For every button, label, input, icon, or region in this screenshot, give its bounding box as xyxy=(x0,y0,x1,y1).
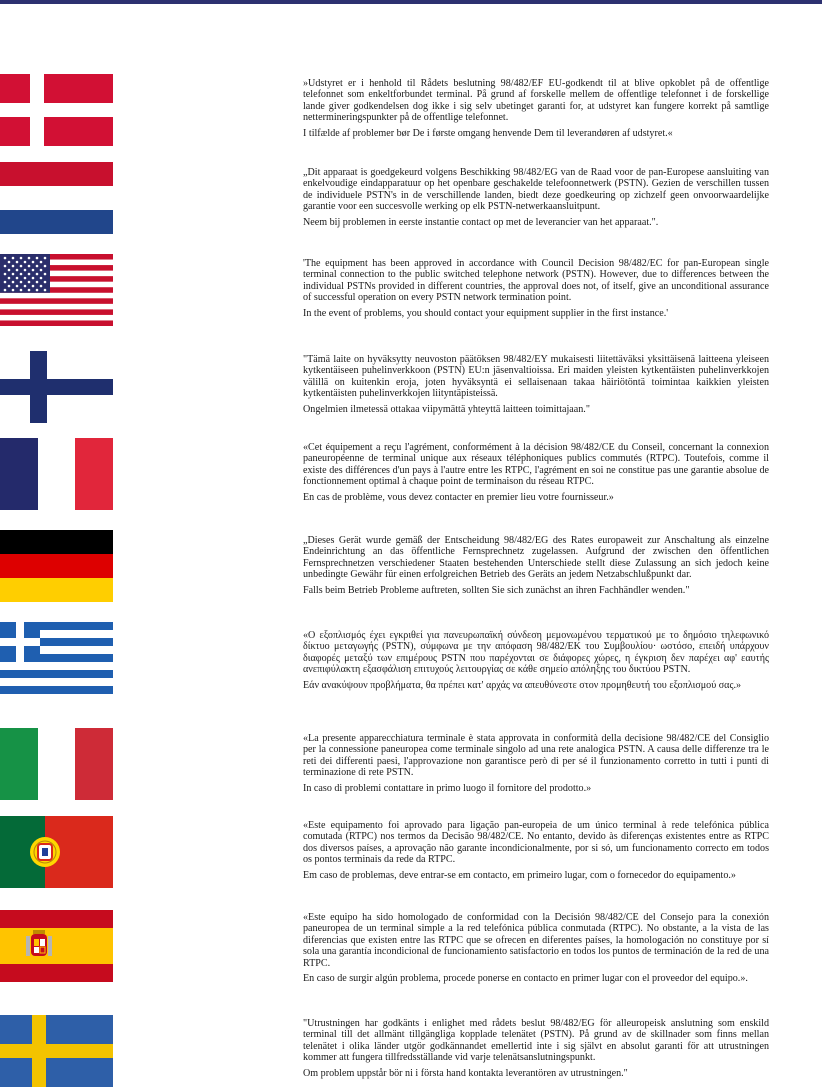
statement-contact: I tilfælde af problemer bør De i første omgang henvende Dem til leverandøren af udstyret.« xyxy=(303,127,673,139)
flag-netherlands xyxy=(0,162,113,234)
statement-contact: Neem bij problemen in eerste instantie contact op met de leverancier van het apparaat.". xyxy=(303,216,659,228)
statement-body: »Udstyret er i henhold til Rådets beslutning 98/482/EF EU-godkendt til at blive opkoblet på de offentlige telefonnet som enkeltforbundet terminal. På grund af forskelle mellem de offentlige telefonnet i de forskellige lande giver godkendelsen dog ikke i sig selv ubetinget garanti for, at udstyret kan fungere korrekt på samtlige nettermineringspunkter på de offentlige telefonnet. xyxy=(303,78,769,124)
statement-contact: In the event of problems, you should contact your equipment supplier in the first instance.' xyxy=(303,307,669,319)
top-rule xyxy=(0,0,822,4)
statement-body: «La presente apparecchiatura terminale è stata approvata in conformità della decisione 98/482/CE del Consiglio per la connessione paneuropea come terminale singolo ad una rete analogica PSTN. A causa delle differenze tra le reti dei differenti paesi, l'approvazione non garantisce però di per sé il funzionamento corretto in tutti i punti di terminazione di rete PSTN. xyxy=(303,733,769,779)
statement-danish xyxy=(303,78,769,139)
flag-denmark xyxy=(0,74,113,146)
greece-flag-icon xyxy=(0,622,113,694)
statement-contact: En cas de problème, vous devez contacter en premier lieu votre fournisseur.» xyxy=(303,491,614,503)
statement-contact: In caso di problemi contattare in primo luogo il fornitore del prodotto.» xyxy=(303,782,592,794)
finland-flag-icon xyxy=(0,351,113,423)
germany-flag-icon xyxy=(0,530,113,602)
statement-contact: Om problem uppstår bör ni i första hand kontakta leverantören av utrustningen." xyxy=(303,1067,628,1079)
usa-flag-icon xyxy=(0,254,113,326)
france-flag-icon xyxy=(0,438,113,510)
statement-german xyxy=(303,535,769,596)
flag-finland xyxy=(0,351,113,423)
statement-contact: Em caso de problemas, deve entrar-se em contacto, em primeiro lugar, com o fornecedor do equipamento.» xyxy=(303,869,736,881)
flag-sweden xyxy=(0,1015,113,1087)
italy-flag-icon xyxy=(0,728,113,800)
statement-italian xyxy=(303,733,769,794)
statement-body: "Utrustningen har godkänts i enlighet med rådets beslut 98/482/EG för alleuropeisk anslutning som enskild terminal till det allmänt tillgängliga kopplade telenätet (PSTN). På grund av de skillnader som finns mellan telenätet i olika länder utgör godkännandet emellertid inte i sig självt en absolut garanti för att utrustningen kommer att fungera tillfredsställande vid varje telenätsanslutningspunkt. xyxy=(303,1018,769,1064)
flag-portugal xyxy=(0,816,113,888)
statement-body: «Este equipo ha sido homologado de conformidad con la Decisión 98/482/CE del Consejo para la conexión paneuropea de un terminal simple a la red telefónica pública conmutada (RTPC). No obstante, a la vista de las diferencias que existen entre las RTPC que se ofrecen en diferentes países, la homologación no constituye por sí sola una garantía incondicional de funcionamiento satisfactorio en todos los puntos de terminación de la red de una RTPC. xyxy=(303,912,769,969)
spain-flag-icon xyxy=(0,910,113,982)
statement-greek xyxy=(303,630,769,691)
portugal-flag-icon xyxy=(0,816,113,888)
statement-dutch xyxy=(303,167,769,228)
statement-contact: Εάν ανακύψουν προβλήματα, θα πρέπει κατ' αρχάς να απευθύνεστε στον προμηθευτή του εξοπλισμού σας.» xyxy=(303,679,742,691)
statement-contact: En caso de surgir algún problema, procede ponerse en contacto en primer lugar con el proveedor del equipo.». xyxy=(303,973,748,985)
statement-body: «Ο εξοπλισμός έχει εγκριθεί για πανευρωπαϊκή σύνδεση μεμονωμένου τερματικού με το δημόσιο τηλεφωνικό δίκτυο μεταγωγής (PSTN), σύμφωνα με την απόφαση 98/482/ΕΚ του Συμβουλίου· ωστόσο, επειδή υπάρχουν διαφορές μεταξύ των επιμέρους PSTN που παρέχονται σε διάφορες χώρες, η έγκριση δεν παρέχει αφ' εαυτής ανεπιφύλακτη εξασφάλιση επιτυχούς λειτουργίας σε κάθε σημείο απόληξης του δικτύου PSTN. xyxy=(303,630,769,676)
denmark-flag-icon xyxy=(0,74,113,146)
statement-swedish xyxy=(303,1018,769,1079)
flag-germany xyxy=(0,530,113,602)
statement-english xyxy=(303,258,769,319)
flag-united-states xyxy=(0,254,113,326)
statement-body: 'The equipment has been approved in accordance with Council Decision 98/482/EC for pan-European single terminal connection to the public switched telephone network (PSTN). However, due to differences between the individual PSTNs provided in different countries, the approval does not, of itself, give an unconditional assurance of successful operation on every PSTN network termination point. xyxy=(303,258,769,304)
statement-body: «Cet équipement a reçu l'agrément, conformément à la décision 98/482/CE du Conseil, concernant la connexion paneuropéenne de terminal unique aux réseaux téléphoniques publics commutés (RTPC). Toutefois, comme il existe des différences d'un pays à l'autre entre les RTPC, l'agrément en soi ne constitue pas une garantie absolue de fonctionnement optimal à chaque point de terminaison du réseau RTPC. xyxy=(303,442,769,488)
statement-french xyxy=(303,442,769,503)
statement-contact: Ongelmien ilmetessä ottakaa viipymättä yhteyttä laitteen toimittajaan." xyxy=(303,403,590,415)
statement-body: «Este equipamento foi aprovado para ligação pan-europeia de um único terminal à rede telefónica pública comutada (RTPC) nos termos da Decisão 98/482/CE. No entanto, devido às diferenças existentes entre as RTPC dos diversos países, a aprovação não garante incondicionalmente, por si só, um funcionamento correcto em todos os pontos terminais da rede da RTPC. xyxy=(303,820,769,866)
flag-greece xyxy=(0,622,113,694)
statement-spanish xyxy=(303,912,769,984)
flag-france xyxy=(0,438,113,510)
flag-spain xyxy=(0,910,113,982)
statement-finnish xyxy=(303,354,769,415)
sweden-flag-icon xyxy=(0,1015,113,1087)
statement-body: „Dit apparaat is goedgekeurd volgens Beschikking 98/482/EG van de Raad voor de pan-Europese aansluiting van enkelvoudige eindapparatuur op het openbare geschakelde telefoonnetwerk (PSTN). Gezien de verschillen tussen de individuele PSTN's in de verschillende landen, biedt deze goedkeuring op zichzelf geen onvoorwaardelijke garantie voor een succesvolle werking op elk PSTN-netwerkaansluitpunt. xyxy=(303,167,769,213)
flag-italy xyxy=(0,728,113,800)
statement-body: "Tämä laite on hyväksytty neuvoston päätöksen 98/482/EY mukaisesti liitettäväksi yksittäisenä laitteena yleiseen kytkentäiseen puhelinverkkoon (PSTN) EU:n jäsenvaltioissa. Eri maiden yleisten kytkentäisten puhelinverkkojen välillä on kuitenkin eroja, joten hyväksyntä ei sellaisenaan takaa häiriötöntä toimintaa kaikkien yleisten kytkentäisten puhelinverkkojen liityntäpisteissä. xyxy=(303,354,769,400)
statement-portuguese xyxy=(303,820,769,881)
statement-body: „Dieses Gerät wurde gemäß der Entscheidung 98/482/EG des Rates europaweit zur Anschaltung als einzelne Endeinrichtung an das öffentliche Fernsprechnetz zugelassen. Aufgrund der zwischen den öffentlichen Fernsprechnetzen verschiedener Staaten bestehenden Unterschiede stellt diese Zulassung an sich jedoch keine unbedingte Gewähr für einen erfolgreichen Betrieb des Geräts an jedem Netzabschlußpunkt dar. xyxy=(303,535,769,581)
netherlands-flag-icon xyxy=(0,162,113,234)
statement-contact: Falls beim Betrieb Probleme auftreten, sollten Sie sich zunächst an ihren Fachhändler wenden." xyxy=(303,584,690,596)
